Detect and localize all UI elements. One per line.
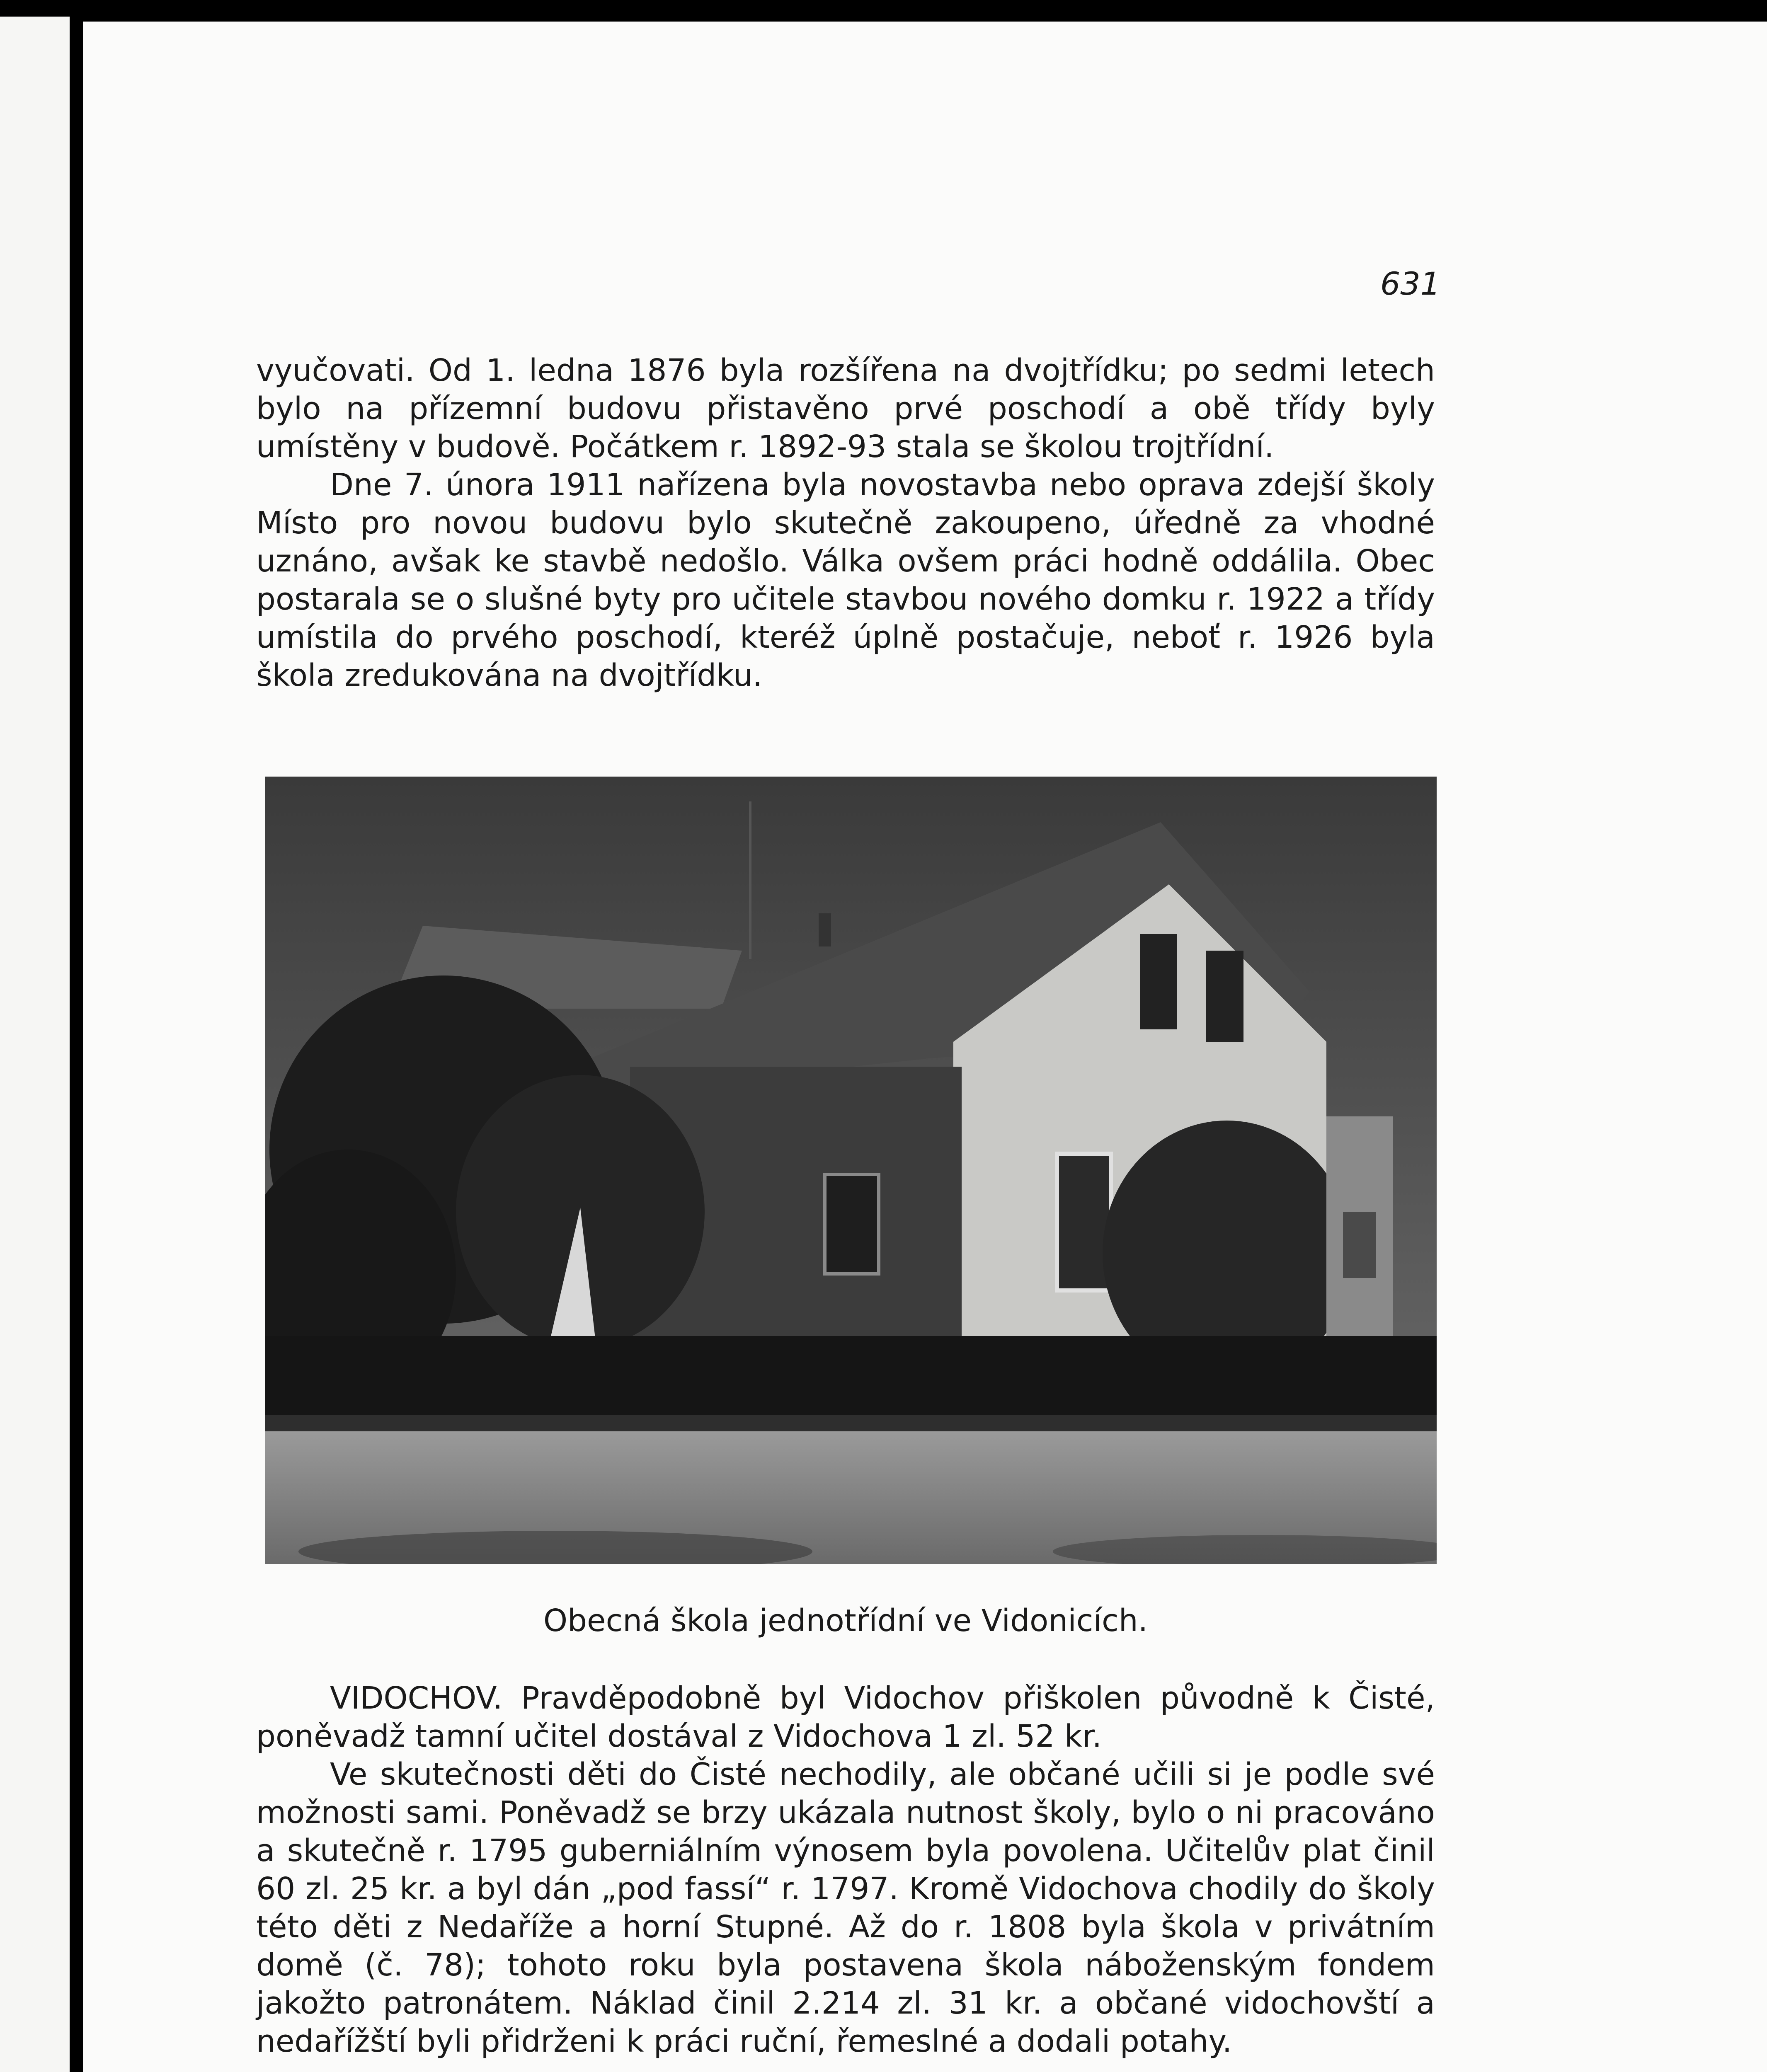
text-block-bottom [256,1679,1435,2060]
school-photo [265,777,1437,1564]
facing-page-edge [0,17,70,2072]
curb [265,1415,1437,1431]
text-block-top [256,351,1435,695]
hedge [265,1336,1437,1419]
statue-niche [1343,1212,1376,1278]
page-number: 631 [1380,265,1441,302]
paragraph: VIDOCHOV. Pravděpodobně byl Vidochov přiškolen původně k Čisté, poněvadž tamní učitel dostával z Vidochova 1 zl. 52 kr. [256,1680,1435,1754]
chimney [819,913,831,946]
paragraph: vyučovati. Od 1. ledna 1876 byla rozšířena na dvojtřídku; po sedmi letech bylo na přízemní budovu přistavěno prvé poschodí a obě třídy byly umístěny v budově. Počátkem r. 1892-93 stala se školou trojtřídní. [256,353,1435,465]
paragraph: Ve skutečnosti děti do Čisté nechodily, ale občané učili si je podle své možnosti sami. Poněvadž se brzy ukázala nutnost školy, bylo o ni pracováno a skutečně r. 1795 guberniálním výnosem byla povolena. Učitelův plat činil 60 zl. 25 kr. a byl dán „pod fassí“ r. 1797. Kromě Vidochova chodily do školy této děti z Nedaříže a horní Stupné. Až do r. 1808 byla škola v privátním domě (č. 78); tohoto roku byla postavena škola náboženským fondem jakožto patronátem. Náklad činil 2.214 zl. 31 kr. a občané vidochovští a nedařížští byli přidrženi k práci ruční, řemeslné a dodali potahy. [256,1757,1435,2059]
window [825,1174,879,1274]
attic-window [1140,934,1177,1029]
window [1057,1154,1111,1290]
photo-caption: Obecná škola jednotřídní ve Vidonicích. [543,1603,1148,1639]
attic-window [1206,951,1243,1042]
paragraph: Dne 7. února 1911 nařízena byla novostavba nebo oprava zdejší školy Místo pro novou budovu bylo skutečně zakoupeno, úředně za vhodné uznáno, avšak ke stavbě nedošlo. Válka ovšem práci hodně oddálila. Obec postarala se o slušné byty pro učitele stavbou nového domku r. 1922 a třídy umístila do prvého poschodí, kteréž úplně postačuje, neboť r. 1926 byla škola zredukována na dvojtřídku. [256,467,1435,693]
